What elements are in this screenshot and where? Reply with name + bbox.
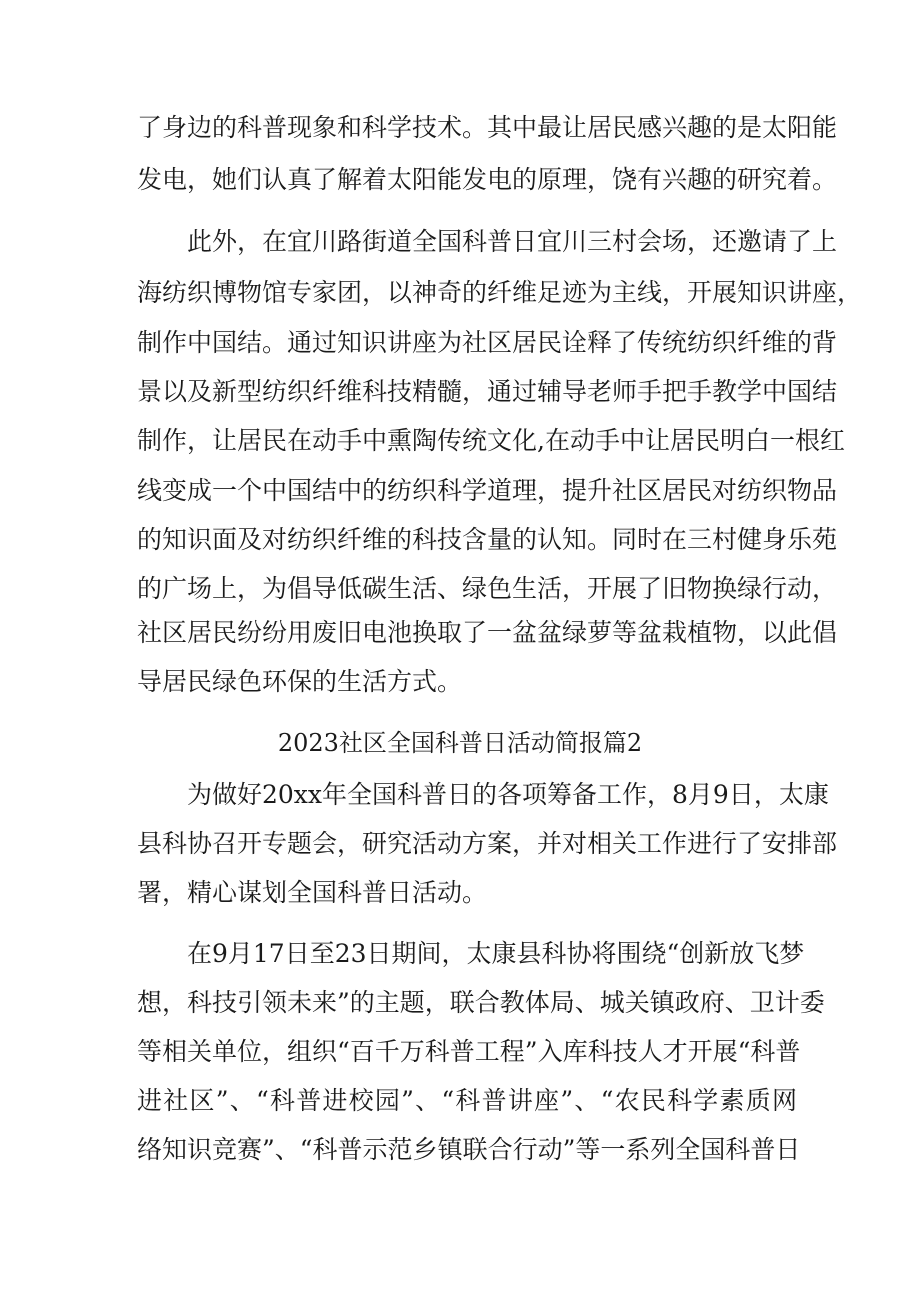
paragraph-line: 社区居民纷纷用废旧电池换取了一盆盆绿萝等盆栽植物，以此倡 (137, 618, 838, 647)
paragraph-line: 景以及新型纺织纤维科技精髓，通过辅导老师手把手教学中国结 (137, 377, 838, 406)
paragraph-line: 导居民绿色环保的生活方式。 (137, 667, 463, 696)
paragraph-line: 想，科技引领未来”的主题，联合教体局、城关镇政府、卫计委 (137, 988, 825, 1017)
section-heading: 2023社区全国科普日活动简报篇2 (277, 729, 643, 757)
paragraph-line: 为做好20xx年全国科普日的各项筹备工作，8月9日，太康 (187, 780, 829, 809)
paragraph-line: 络知识竞赛”、“科普示范乡镇联合行动”等一系列全国科普日 (137, 1135, 801, 1164)
paragraph-line: 县科协召开专题会，研究活动方案，并对相关工作进行了安排部 (137, 829, 838, 858)
paragraph-line: 制作，让居民在动手中熏陶传统文化,在动手中让居民明白一根红 (137, 426, 845, 455)
paragraph-line: 署，精心谋划全国科普日活动。 (137, 878, 488, 907)
paragraph-line: 发电，她们认真了解着太阳能发电的原理，饶有兴趣的研究着。 (137, 165, 838, 194)
paragraph-line: 在9月17日至23日期间，太康县科协将围绕“创新放飞梦 (187, 939, 805, 968)
paragraph-line: 等相关单位，组织“百千万科普工程”入库科技人才开展“科普 (137, 1037, 801, 1066)
paragraph-line: 此外，在宜川路街道全国科普日宜川三村会场，还邀请了上 (187, 227, 838, 256)
paragraph-line: 的知识面及对纺织纤维的科技含量的认知。同时在三村健身乐苑 (137, 525, 838, 554)
paragraph-line: 了身边的科普现象和科学技术。其中最让居民感兴趣的是太阳能 (137, 113, 838, 142)
paragraph-line: 线变成一个中国结中的纺织科学道理，提升社区居民对纺织物品 (137, 476, 838, 505)
paragraph-line: 制作中国结。通过知识讲座为社区居民诠释了传统纺织纤维的背 (137, 328, 838, 357)
paragraph-line: 进社区”、“科普进校园”、“科普讲座”、“农民科学素质网 (137, 1086, 797, 1115)
paragraph-line: 的广场上，为倡导低碳生活、绿色生活，开展了旧物换绿行动， (137, 574, 838, 603)
paragraph-line: 海纺织博物馆专家团，以神奇的纤维足迹为主线，开展知识讲座， (137, 278, 863, 307)
